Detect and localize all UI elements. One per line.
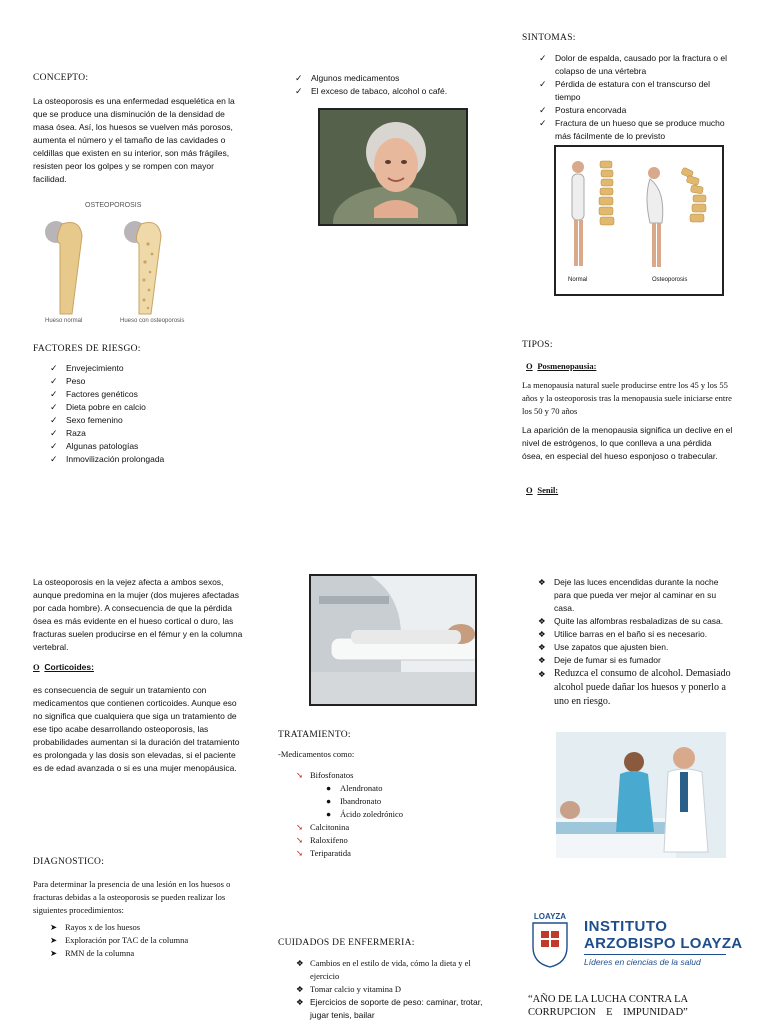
diamond-bullet-icon: ❖ — [538, 629, 546, 639]
list-item: ❖ Deje de fumar si es fumador — [538, 655, 661, 665]
list-item: ✓ Dieta pobre en calcio — [50, 402, 146, 412]
senil-text: La osteoporosis en la vejez afecta a ambos sexos, aunque predomina en la mujer (dos mujeres afectadas por cada hombre). A consecuencia de que la pérdida ósea es más evidente en el hueso cortical o duro, las fracturas suelen producirse en el fémur y en la columna vertebral. — [33, 577, 243, 652]
bullet-icon: ● — [326, 809, 332, 819]
type3-heading: O Corticoides: — [33, 662, 94, 672]
crest-text: LOAYZA — [533, 912, 567, 921]
tipos-title: TIPOS: — [522, 340, 553, 350]
check-icon: ✓ — [50, 402, 58, 412]
motto — [528, 993, 688, 1019]
type2-label: Senil: — [537, 485, 559, 495]
list-item: ● Alendronato — [326, 783, 383, 793]
list-item: ❖ Use zapatos que ajusten bien. — [538, 642, 669, 652]
list-item: ✓ Peso — [50, 376, 86, 386]
check-icon: ✓ — [50, 428, 58, 438]
list-item: ● Ácido zoledrónico — [326, 809, 404, 819]
diamond-bullet-icon: ❖ — [296, 984, 304, 994]
divider — [584, 954, 726, 955]
scan-photo — [309, 574, 477, 706]
arrow-icon: ➤ — [50, 935, 58, 945]
diagnostico-list — [50, 921, 250, 960]
bone-figure-title: OSTEOPOROSIS — [85, 202, 142, 209]
check-icon: ✓ — [50, 415, 58, 425]
check-icon: ✓ — [50, 454, 58, 464]
check-icon: ✓ — [50, 389, 58, 399]
list-item: ✓ Fractura de un hueso que se produce mucho más fácilmente de lo previsto — [539, 118, 725, 141]
concepto-text: La osteoporosis es una enfermedad esquelética en la que se produce una disminución de la densidad de masa ósea. Así, los huesos se vuelven más porosos, aumenta el número y el tamaño de las cavidades o celdillas que existen en su interior, son más frágiles, resisten peor los golpes y se rompen con mayor facilidad. — [33, 96, 235, 184]
diamond-bullet-icon: ❖ — [296, 997, 304, 1007]
red-arrow-icon: ➘ — [296, 770, 304, 780]
arrow-icon: ➤ — [50, 948, 58, 958]
diagnostico-title: DIAGNOSTICO: — [33, 857, 105, 867]
list-item: ➤ Rayos x de los huesos — [50, 922, 141, 932]
red-arrow-icon: ➘ — [296, 822, 304, 832]
list-item: ❖ Deje las luces encendidas durante la noche para que pueda ver mejor al caminar en su casa. — [538, 577, 719, 613]
check-icon: ✓ — [539, 118, 547, 128]
type1-label: Posmenopausia: — [537, 361, 597, 371]
list-item: ❖ Quite las alfombras resbaladizas de su casa. — [538, 616, 724, 626]
bullet-icon: ● — [326, 783, 332, 793]
concepto-title: CONCEPTO: — [33, 73, 89, 83]
list-item: ➤ RMN de la columna — [50, 948, 135, 958]
bone-left-caption: Hueso normal — [45, 318, 83, 324]
list-item: ❖ Cambios en el estilo de vida, cómo la dieta y el ejercicio — [296, 958, 471, 981]
check-icon: ✓ — [539, 53, 547, 63]
red-arrow-icon: ➘ — [296, 848, 304, 858]
tratamiento-list — [296, 769, 476, 860]
list-item: ✓ Envejecimiento — [50, 363, 124, 373]
list-item: ❖ Ejercicios de soporte de peso: caminar, trotar, jugar tenis, bailar — [296, 997, 483, 1020]
institute-slogan: Líderes en ciencias de la salud — [584, 957, 701, 967]
diagnostico-text: Para determinar la presencia de una lesión en los huesos o fracturas debidas a la osteoporosis se pueden realizar los siguientes procedimientos: — [33, 879, 231, 915]
type1-heading: O Posmenopausia: — [526, 361, 597, 371]
posture-figure — [554, 145, 724, 296]
elderly-woman-photo — [318, 108, 468, 226]
institute-name-line1: INSTITUTO — [584, 918, 668, 935]
factores-title: FACTORES DE RIESGO: — [33, 344, 141, 354]
list-item: ❖ Tomar calcio y vitamina D — [296, 984, 401, 994]
list-item: ➘ Calcitonina — [296, 822, 350, 832]
list-item: ✓ Sexo femenino — [50, 415, 123, 425]
check-icon: ✓ — [539, 105, 547, 115]
type1-p1: La menopausia natural suele producirse entre los 45 y los 55 años y la osteoporosis tras la menopausia suele iniciarse entre los 50 y 70 años — [522, 380, 732, 416]
list-item: ✓ Postura encorvada — [539, 105, 627, 115]
tratamiento-title: TRATAMIENTO: — [278, 730, 351, 740]
motto-line1: “AÑO DE LA LUCHA CONTRA LA — [528, 994, 689, 1005]
check-icon: ✓ — [50, 376, 58, 386]
list-item: ✓ Raza — [50, 428, 86, 438]
diamond-bullet-icon: ❖ — [538, 577, 546, 587]
institute-name-line2: ARZOBISPO LOAYZA — [584, 935, 743, 952]
type3-label: Corticoides: — [44, 662, 94, 672]
list-item: ➘ Raloxifeno — [296, 835, 348, 845]
scan-illustration — [311, 576, 475, 704]
check-icon: ✓ — [50, 441, 58, 451]
arrow-icon: ➤ — [50, 922, 58, 932]
diamond-bullet-icon: ❖ — [538, 669, 546, 679]
bone-figure — [40, 200, 200, 330]
list-item: ➘ Teriparatida — [296, 848, 351, 858]
diamond-bullet-icon: ❖ — [296, 958, 304, 968]
list-item: ➤ Exploración por TAC de la columna — [50, 935, 189, 945]
list-item: ● Ibandronato — [326, 796, 382, 806]
diamond-bullet-icon: ❖ — [538, 616, 546, 626]
list-item: ➘ Bifosfonatos — [296, 770, 354, 780]
list-item: ✓ Factores genéticos — [50, 389, 138, 399]
red-arrow-icon: ➘ — [296, 835, 304, 845]
list-item: ✓ Dolor de espalda, causado por la fractura o el colapso de una vértebra — [539, 53, 727, 76]
type2-heading: O Senil: — [526, 485, 559, 495]
diamond-bullet-icon: ❖ — [538, 642, 546, 652]
list-item: ✓ Algunos medicamentos — [295, 73, 400, 83]
type1-p2: La aparición de la menopausia significa un declive en el nivel de estrógenos, lo que conlleva a una pérdida ósea, en especial del hueso esponjoso o trabecular. — [522, 425, 733, 461]
sintomas-list — [539, 52, 735, 143]
col2-top-list — [295, 72, 495, 98]
list-item: ❖ Utilice barras en el baño si es necesario. — [538, 629, 708, 639]
factores-list — [50, 362, 240, 466]
check-icon: ✓ — [50, 363, 58, 373]
diamond-bullet-icon: ❖ — [538, 655, 546, 665]
elderly-woman-illustration — [320, 110, 466, 224]
bullet-icon: ● — [326, 796, 332, 806]
list-item: ✓ Algunas patologías — [50, 441, 139, 451]
nurses-photo — [556, 732, 726, 858]
motto-line2: CORRUPCION E IMPUNIDAD” — [528, 1007, 688, 1018]
check-icon: ✓ — [295, 73, 303, 83]
sintomas-title: SINTOMAS: — [522, 33, 576, 43]
cuidados-title: CUIDADOS DE ENFERMERIA: — [278, 938, 415, 948]
cuidados-list — [296, 957, 496, 1022]
list-item: ✓ Inmovilización prolongada — [50, 454, 165, 464]
check-icon: ✓ — [295, 86, 303, 96]
tratamiento-intro: -Medicamentos como: — [278, 749, 355, 759]
type3-text: es consecuencia de seguir un tratamiento con medicamentos que contienen corticoides. Aunque eso no significa que cualquiera que siga un tratamiento de ese tipo acabe desarrollando osteoporosis, las probabilidades aumentan si la duración del tratamiento es prolongada y las dosis son elevadas, si el paciente es de edad avanzada o si es una mujer menopáusica. — [33, 685, 240, 773]
posture-left-caption: Normal — [568, 277, 588, 283]
list-item: ✓ Pérdida de estatura con el transcurso del tiempo — [539, 79, 710, 102]
institute-name — [584, 918, 742, 967]
posture-illustration — [556, 147, 722, 277]
institute-crest — [527, 912, 573, 970]
list-item: ✓ El exceso de tabaco, alcohol o café. — [295, 86, 448, 96]
bone-right-caption: Hueso con osteoporosis — [120, 318, 185, 324]
posture-right-caption: Osteoporosis — [652, 277, 688, 283]
tips-list — [538, 576, 736, 709]
bone-illustration — [40, 214, 200, 324]
list-item: ❖ Reduzca el consumo de alcohol. Demasiado alcohol puede dañar los huesos y ponerlo a uno en riesgo. — [538, 668, 731, 707]
nurses-illustration — [556, 732, 726, 858]
crest-shield-icon — [527, 921, 573, 969]
check-icon: ✓ — [539, 79, 547, 89]
